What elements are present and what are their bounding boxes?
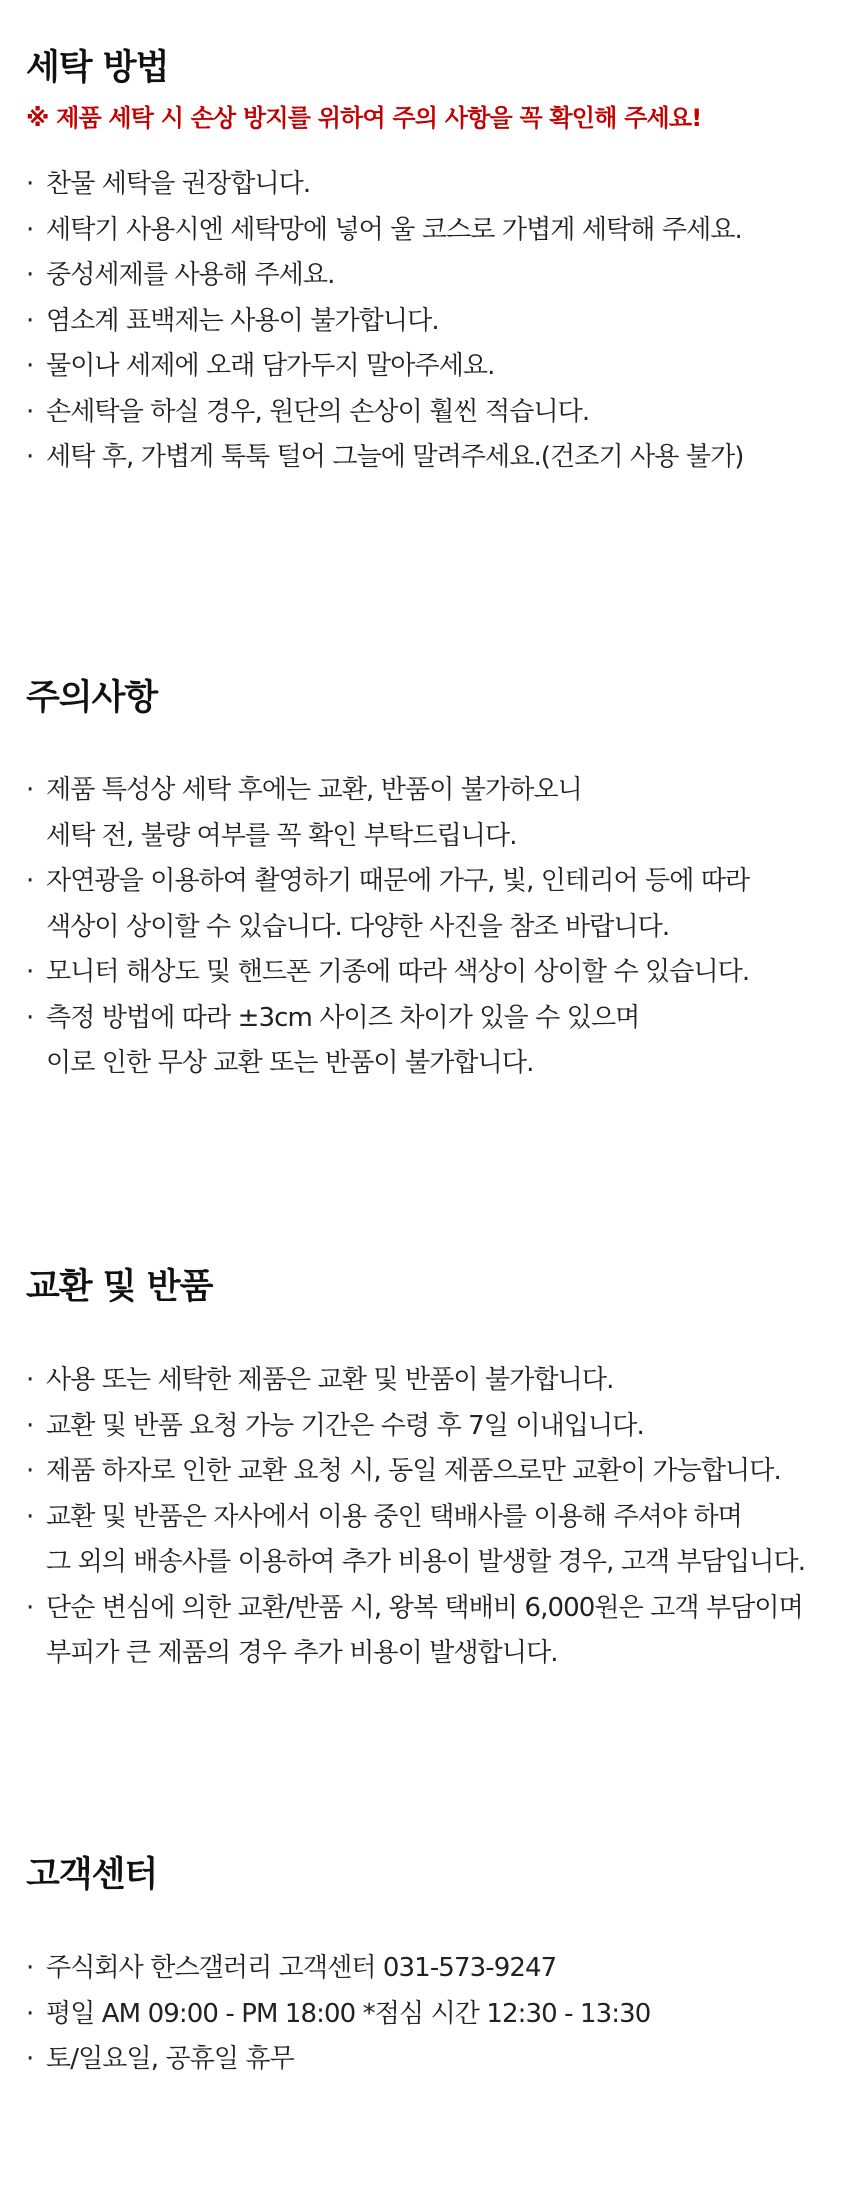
list-item — [26, 1449, 850, 1495]
item-line: 이로 인한 무상 교환 또는 반품이 불가합니다. — [46, 1048, 534, 1078]
list-item — [26, 950, 850, 996]
item-text — [46, 435, 744, 481]
item-line: 사용 또는 세탁한 제품은 교환 및 반품이 불가합니다. — [46, 1365, 614, 1395]
item-text — [46, 344, 495, 390]
bullet-marker: · — [26, 396, 34, 427]
item-text — [46, 1404, 644, 1450]
item-line: 주식회사 한스갤러리 고객센터 031-573-9247 — [46, 1953, 557, 1983]
item-line: 색상이 상이할 수 있습니다. 다양한 사진을 참조 바랍니다. — [46, 911, 670, 942]
bullet-marker: · — [26, 442, 34, 472]
item-line: 물이나 세제에 오래 담가두지 말아주세요. — [46, 351, 495, 381]
bullet-marker: · — [26, 1410, 34, 1441]
list-item — [26, 768, 850, 859]
item-line: 토/일요일, 공휴일 휴무 — [46, 2044, 294, 2074]
bullet-marker: · — [26, 169, 34, 199]
item-text — [46, 1992, 650, 2038]
item-text — [46, 768, 582, 859]
item-text — [46, 950, 749, 996]
list-item — [26, 253, 850, 299]
caution-list — [26, 768, 850, 1087]
item-line: 측정 방법에 따라 ±3cm 사이즈 차이가 있을 수 있으며 — [46, 1002, 640, 1033]
item-text — [46, 1586, 803, 1677]
list-item — [26, 1992, 850, 2038]
bullet-marker: · — [26, 1501, 34, 1532]
washing-list — [26, 162, 850, 481]
item-text — [46, 1358, 613, 1404]
bullet-marker: · — [26, 775, 34, 805]
bullet-marker: · — [26, 351, 34, 381]
item-text — [46, 859, 749, 950]
item-text — [46, 162, 310, 208]
list-item — [26, 1495, 850, 1586]
item-text — [46, 1495, 805, 1586]
bullet-marker: · — [26, 214, 34, 245]
bullet-marker: · — [26, 1365, 34, 1395]
washing-title: 세탁 방법 — [26, 48, 169, 88]
caution-section — [26, 676, 850, 1087]
customer-title: 고객센터 — [26, 1855, 158, 1895]
bullet-marker: · — [26, 260, 34, 290]
list-item — [26, 2037, 850, 2083]
list-item — [26, 435, 850, 481]
list-item — [26, 859, 850, 950]
item-line: 찬물 세탁을 권장합니다. — [46, 169, 311, 199]
list-item — [26, 344, 850, 390]
item-line: 교환 및 반품 요청 가능 기간은 수령 후 7일 이내입니다. — [46, 1410, 644, 1441]
bullet-marker: · — [26, 1998, 34, 2029]
list-item — [26, 390, 850, 436]
list-item — [26, 1586, 850, 1677]
list-item — [26, 208, 850, 254]
item-line: 부피가 큰 제품의 경우 추가 비용이 발생합니다. — [46, 1638, 558, 1668]
item-line: 염소계 표백제는 사용이 불가합니다. — [46, 305, 439, 336]
item-line: 세탁 후, 가볍게 툭툭 털어 그늘에 말려주세요.(건조기 사용 불가) — [46, 442, 744, 472]
item-line: 제품 하자로 인한 교환 요청 시, 동일 제품으로만 교환이 가능합니다. — [46, 1456, 781, 1486]
item-text — [46, 1449, 781, 1495]
item-line: 중성세제를 사용해 주세요. — [46, 260, 335, 290]
item-line: 세탁 전, 불량 여부를 꼭 확인 부탁드립니다. — [46, 820, 517, 851]
item-text — [46, 299, 439, 345]
bullet-marker: · — [26, 2044, 34, 2074]
item-text — [46, 390, 589, 436]
item-text — [46, 1946, 556, 1992]
customer-section — [26, 1853, 850, 2083]
list-item — [26, 1358, 850, 1404]
item-text — [46, 253, 334, 299]
washing-section — [26, 46, 850, 481]
item-line: 손세탁을 하실 경우, 원단의 손상이 훨씬 적습니다. — [46, 396, 590, 427]
customer-list — [26, 1946, 850, 2083]
caution-title: 주의사항 — [26, 678, 158, 718]
list-item — [26, 162, 850, 208]
exchange-section — [26, 1265, 850, 1677]
item-line: 모니터 해상도 및 핸드폰 기종에 따라 색상이 상이할 수 있습니다. — [46, 957, 750, 987]
item-text — [46, 208, 742, 254]
item-line: 평일 AM 09:00 - PM 18:00 *점심 시간 12:30 - 13:30 — [46, 1998, 651, 2029]
bullet-marker: · — [26, 1456, 34, 1486]
item-text — [46, 996, 639, 1087]
item-line: 단순 변심에 의한 교환/반품 시, 왕복 택배비 6,000원은 고객 부담이며 — [46, 1592, 803, 1623]
bullet-marker: · — [26, 1953, 34, 1983]
list-item — [26, 996, 850, 1087]
item-text — [46, 2037, 294, 2083]
exchange-list — [26, 1358, 850, 1677]
washing-warning: ※ 제품 세탁 시 손상 방지를 위하여 주의 사항을 꼭 확인해 주세요! — [26, 104, 702, 132]
list-item — [26, 299, 850, 345]
bullet-marker: · — [26, 305, 34, 336]
list-item — [26, 1946, 850, 1992]
item-line: 자연광을 이용하여 촬영하기 때문에 가구, 빛, 인테리어 등에 따라 — [46, 866, 750, 896]
exchange-title: 교환 및 반품 — [26, 1267, 213, 1307]
bullet-marker: · — [26, 1002, 34, 1033]
item-line: 세탁기 사용시엔 세탁망에 넣어 울 코스로 가볍게 세탁해 주세요. — [46, 214, 742, 245]
bullet-marker: · — [26, 1592, 34, 1623]
list-item — [26, 1404, 850, 1450]
item-line: 교환 및 반품은 자사에서 이용 중인 택배사를 이용해 주셔야 하며 — [46, 1501, 742, 1532]
bullet-marker: · — [26, 957, 34, 987]
bullet-marker: · — [26, 866, 34, 896]
item-line: 그 외의 배송사를 이용하여 추가 비용이 발생할 경우, 고객 부담입니다. — [46, 1547, 806, 1577]
item-line: 제품 특성상 세탁 후에는 교환, 반품이 불가하오니 — [46, 775, 582, 805]
